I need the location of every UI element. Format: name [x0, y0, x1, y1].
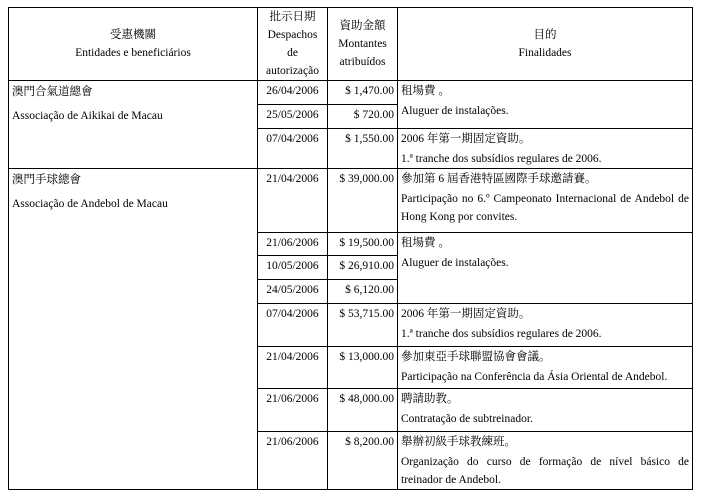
date-cell: 21/04/2006	[258, 169, 328, 233]
date-cell: 10/05/2006	[258, 256, 328, 280]
amount-cell: $ 8,200.00	[328, 432, 398, 490]
amount-cell: $ 19,500.00	[328, 233, 398, 256]
header-amount-pt: Montantes atribuídos	[338, 38, 387, 68]
amount-cell: $ 48,000.00	[328, 389, 398, 432]
date-cell: 21/06/2006	[258, 389, 328, 432]
purpose-zh: 聘請助教。	[401, 393, 459, 405]
purpose-cell	[398, 129, 693, 169]
header-date-pt: Despachos de autorização	[266, 29, 319, 77]
purpose-pt: 1.ª tranche dos subsídios regulares de 2006.	[401, 328, 602, 340]
purpose-pt: 1.ª tranche dos subsídios regulares de 2006.	[401, 153, 602, 165]
purpose-zh: 2006 年第一期固定資助。	[401, 308, 531, 320]
entity-name-zh: 澳門合氣道總會	[12, 86, 93, 98]
purpose-pt: Aluguer de instalações.	[401, 105, 509, 117]
table-row	[9, 81, 693, 105]
purpose-cell	[398, 81, 693, 129]
date-cell: 07/04/2006	[258, 304, 328, 347]
header-row	[9, 8, 693, 81]
entity-cell	[9, 169, 258, 490]
purpose-pt: Participação na Conferência da Ásia Oriental de Andebol.	[401, 371, 668, 383]
purpose-cell	[398, 169, 693, 233]
header-date-zh: 批示日期	[269, 11, 316, 23]
purpose-zh: 舉辦初級手球教練班。	[401, 436, 516, 448]
purpose-zh: 租場費 。	[401, 85, 450, 97]
amount-cell: $ 1,470.00	[328, 81, 398, 105]
purpose-pt: Contratação de subtreinador.	[401, 413, 533, 425]
purpose-pt: Participação no 6.º Campeonato Internacional de Andebol de Hong Kong por convites.	[401, 193, 689, 223]
grants-table	[8, 7, 693, 490]
header-entity-zh: 受惠機關	[110, 29, 156, 41]
amount-cell: $ 53,715.00	[328, 304, 398, 347]
purpose-pt: Aluguer de instalações.	[401, 257, 509, 269]
purpose-cell	[398, 347, 693, 389]
entity-cell	[9, 81, 258, 169]
purpose-cell	[398, 389, 693, 432]
header-entity	[9, 8, 258, 81]
purpose-pt: Organização do curso de formação de nível básico de treinador de Andebol.	[401, 456, 689, 486]
amount-cell: $ 720.00	[328, 105, 398, 129]
purpose-zh: 租場費 。	[401, 237, 450, 249]
entity-name-pt: Associação de Aikikai de Macau	[12, 110, 163, 122]
header-purpose-pt: Finalidades	[518, 47, 572, 59]
date-cell: 24/05/2006	[258, 280, 328, 304]
amount-cell: $ 6,120.00	[328, 280, 398, 304]
amount-cell: $ 1,550.00	[328, 129, 398, 169]
date-cell: 21/06/2006	[258, 233, 328, 256]
date-cell: 21/06/2006	[258, 432, 328, 490]
purpose-zh: 參加東亞手球聯盟協會會議。	[401, 351, 551, 363]
header-entity-pt: Entidades e beneficiários	[75, 47, 191, 59]
purpose-cell	[398, 233, 693, 304]
table-row	[9, 169, 693, 233]
amount-cell: $ 13,000.00	[328, 347, 398, 389]
purpose-cell	[398, 432, 693, 490]
purpose-cell	[398, 304, 693, 347]
purpose-zh: 參加第 6 屆香港特區國際手球邀請賽。	[401, 173, 597, 185]
amount-cell: $ 26,910.00	[328, 256, 398, 280]
date-cell: 07/04/2006	[258, 129, 328, 169]
header-amount	[328, 8, 398, 81]
entity-name-zh: 澳門手球總會	[12, 174, 81, 186]
header-amount-zh: 資助金額	[339, 20, 386, 32]
amount-cell: $ 39,000.00	[328, 169, 398, 233]
header-purpose-zh: 目的	[533, 29, 557, 41]
date-cell: 21/04/2006	[258, 347, 328, 389]
header-purpose	[398, 8, 693, 81]
date-cell: 26/04/2006	[258, 81, 328, 105]
header-date	[258, 8, 328, 81]
date-cell: 25/05/2006	[258, 105, 328, 129]
entity-name-pt: Associação de Andebol de Macau	[12, 198, 168, 210]
purpose-zh: 2006 年第一期固定資助。	[401, 133, 531, 145]
